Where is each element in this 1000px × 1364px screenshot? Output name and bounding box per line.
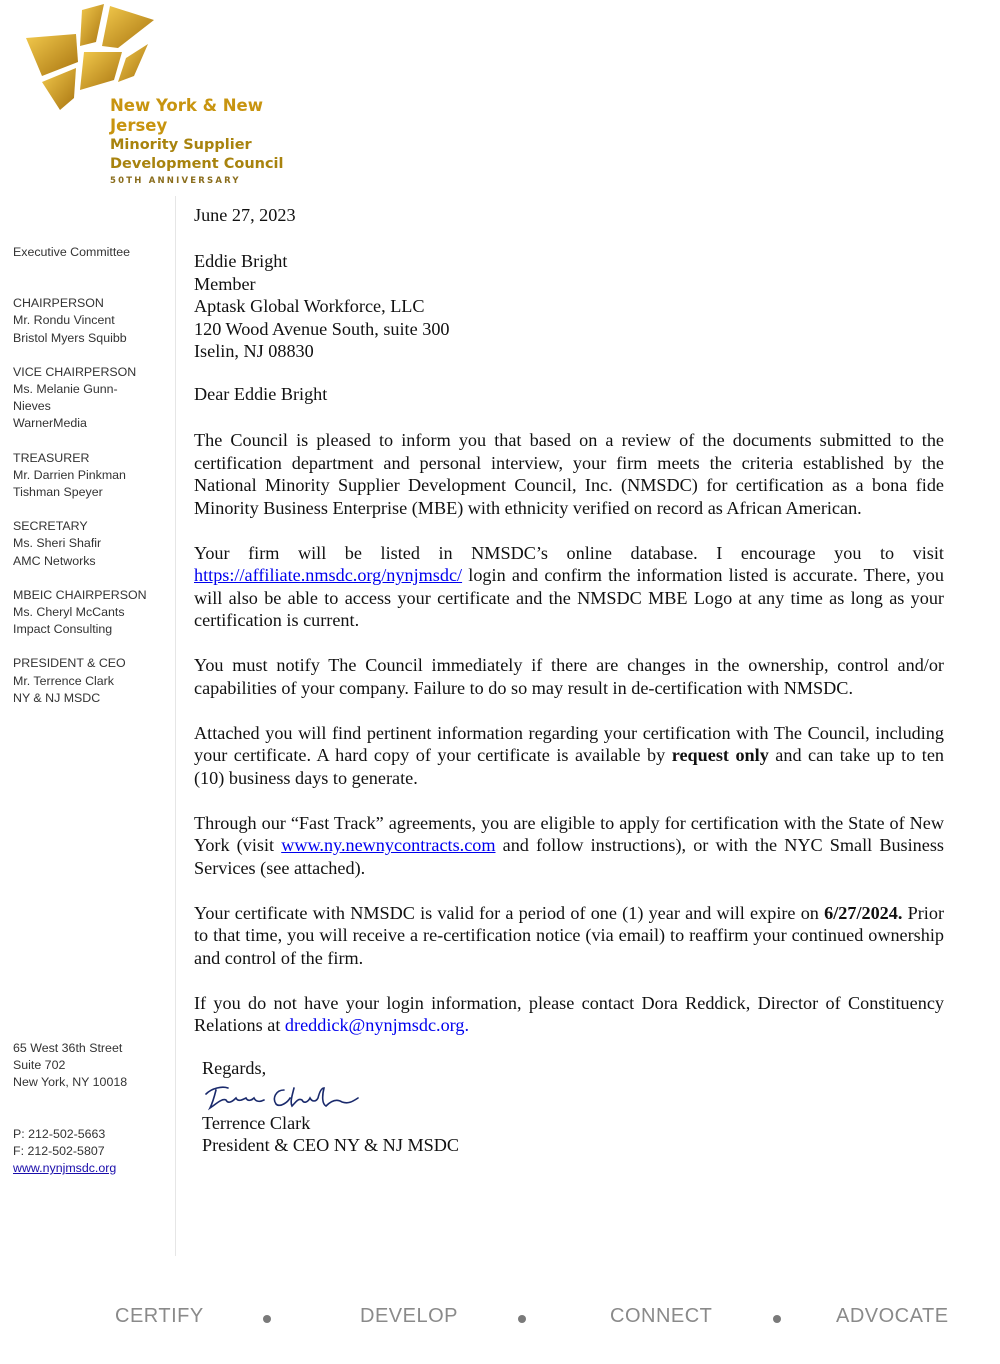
org-name xyxy=(110,96,302,186)
officer-role: SECRETARY xyxy=(13,519,88,534)
sidebar-divider xyxy=(175,196,176,1256)
signer-title: President & CEO NY & NJ MSDC xyxy=(202,1135,459,1155)
address-line-2: Suite 702 xyxy=(13,1058,66,1073)
paragraph-7 xyxy=(194,992,944,1037)
officer-mbeic-chairperson xyxy=(13,587,173,639)
text: and can take up to ten (10) business days to generate. xyxy=(194,745,945,788)
executive-committee-sidebar xyxy=(13,244,173,724)
footer-tagline xyxy=(0,1302,1000,1332)
recipient-title: Member xyxy=(194,273,256,294)
officer-chairperson xyxy=(13,295,173,347)
text: Prior to that time, you will receive a re-certification notice (via email) to reaffirm your continued ownership and control of the firm. xyxy=(194,902,945,968)
bullet-icon xyxy=(773,1315,781,1323)
officer-name: Mr. Darrien Pinkman xyxy=(13,467,126,482)
officer-secretary xyxy=(13,518,173,570)
paragraph-6 xyxy=(194,902,944,970)
text: Your firm will be listed in NMSDC’s online database. I encourage you to visit xyxy=(194,542,944,563)
officer-company: Bristol Myers Squibb xyxy=(13,330,127,345)
bullet-icon xyxy=(518,1315,526,1323)
text: Your certificate with NMSDC is valid for a period of one (1) year and will expire on xyxy=(194,902,825,923)
regards: Regards, xyxy=(202,1058,267,1078)
website-link[interactable]: www.nynjmsdc.org xyxy=(13,1161,117,1176)
expiry-date: 6/27/2024. xyxy=(824,902,903,923)
officer-role: CHAIRPERSON xyxy=(13,296,104,311)
letter-body xyxy=(194,429,944,1059)
footer-item-develop: DEVELOP xyxy=(360,1305,458,1327)
paragraph-1: The Council is pleased to inform you that based on a review of the documents submitted to the certification department and personal interview, your firm meets the criteria established by the National Minority Supplier Development Council, Inc. (NMSDC) for certification as a bona fide Minority Business Enterprise (MBE) with ethnicity verified on record as African American. xyxy=(194,430,944,518)
org-line-3: Development Council xyxy=(110,156,284,172)
officer-company: Tishman Speyer xyxy=(13,485,103,500)
phone-number: P: 212-502-5663 xyxy=(13,1126,106,1141)
officer-company: Impact Consulting xyxy=(13,622,113,637)
address-line-1: 65 West 36th Street xyxy=(13,1041,123,1055)
officer-name: Ms. Sheri Shafir xyxy=(13,536,102,551)
text: Attached you will find pertinent information regarding your certification with The Council, including your certificate. A hard copy of your certificate is available by xyxy=(194,722,944,765)
text: If you do not have your login information, please contact Dora Reddick, Director of Constituency Relations at xyxy=(194,992,944,1035)
salutation: Dear Eddie Bright xyxy=(194,384,328,404)
paragraph-3: You must notify The Council immediately if there are changes in the ownership, control and/or capabilities of your company. Failure to do so may result in de-certification with NMSDC. xyxy=(194,655,944,698)
footer-item-certify: CERTIFY xyxy=(115,1305,204,1327)
officer-role: VICE CHAIRPERSON xyxy=(13,364,137,379)
closing-block xyxy=(202,1057,459,1157)
logo xyxy=(22,2,302,186)
signature xyxy=(202,1080,459,1112)
text: Through our “Fast Track” agreements, you are eligible to apply for certification with the State of New York (visit xyxy=(194,812,944,855)
officer-name: Ms. Melanie Gunn-Nieves xyxy=(13,382,118,414)
paragraph-5 xyxy=(194,812,944,880)
officer-role: PRESIDENT & CEO xyxy=(13,656,126,671)
recipient-address xyxy=(194,250,450,363)
recipient-name: Eddie Bright xyxy=(194,251,288,271)
officer-company: AMC Networks xyxy=(13,553,96,568)
officer-name: Mr. Terrence Clark xyxy=(13,673,114,688)
emphasis: request only xyxy=(671,745,769,765)
officer-name: Mr. Rondu Vincent xyxy=(13,313,115,328)
recipient-company: Aptask Global Workforce, LLC xyxy=(194,296,425,316)
letter-date: June 27, 2023 xyxy=(194,205,296,225)
signer-name: Terrence Clark xyxy=(202,1112,311,1133)
contact-email[interactable]: dreddick@nynjmsdc.org xyxy=(284,1015,465,1035)
executive-committee-heading: Executive Committee xyxy=(13,245,131,259)
address-line-3: New York, NY 10018 xyxy=(13,1075,128,1090)
signature-icon xyxy=(202,1080,362,1112)
fax-number: F: 212-502-5807 xyxy=(13,1143,105,1158)
bullet-icon xyxy=(263,1315,271,1323)
org-line-1: New York & New Jersey xyxy=(110,96,263,135)
text: and follow instructions), or with the NYC Small Business Services (see attached). xyxy=(194,835,944,878)
officer-treasurer xyxy=(13,450,173,502)
footer-item-advocate: ADVOCATE xyxy=(836,1305,949,1327)
recipient-city: Iselin, NJ 08830 xyxy=(194,341,314,361)
newnycontracts-link[interactable]: www.ny.newnycontracts.com xyxy=(281,835,496,855)
text: login and confirm the information listed is accurate. There, you will also be able to access your certificate and the NMSDC MBE Logo at any time as long as your certification is current. xyxy=(194,565,944,630)
officer-company: NY & NJ MSDC xyxy=(13,690,101,705)
anniversary-label: 50TH ANNIVERSARY xyxy=(110,176,241,186)
recipient-street: 120 Wood Avenue South, suite 300 xyxy=(194,318,450,339)
officer-name: Ms. Cheryl McCants xyxy=(13,605,125,620)
affiliate-link[interactable]: https://affiliate.nmsdc.org/nynjmsdc/ xyxy=(194,565,463,585)
org-line-2: Minority Supplier xyxy=(110,137,252,153)
officer-role: MBEIC CHAIRPERSON xyxy=(13,587,147,602)
officer-role: TREASURER xyxy=(13,450,90,465)
officer-president xyxy=(13,655,173,707)
footer-item-connect: CONNECT xyxy=(610,1305,713,1327)
officer-company: WarnerMedia xyxy=(13,416,87,431)
text: . xyxy=(464,1015,470,1035)
paragraph-2 xyxy=(194,542,944,632)
contact-block xyxy=(13,1040,127,1177)
paragraph-4 xyxy=(194,722,944,790)
officer-vice-chairperson xyxy=(13,364,173,433)
